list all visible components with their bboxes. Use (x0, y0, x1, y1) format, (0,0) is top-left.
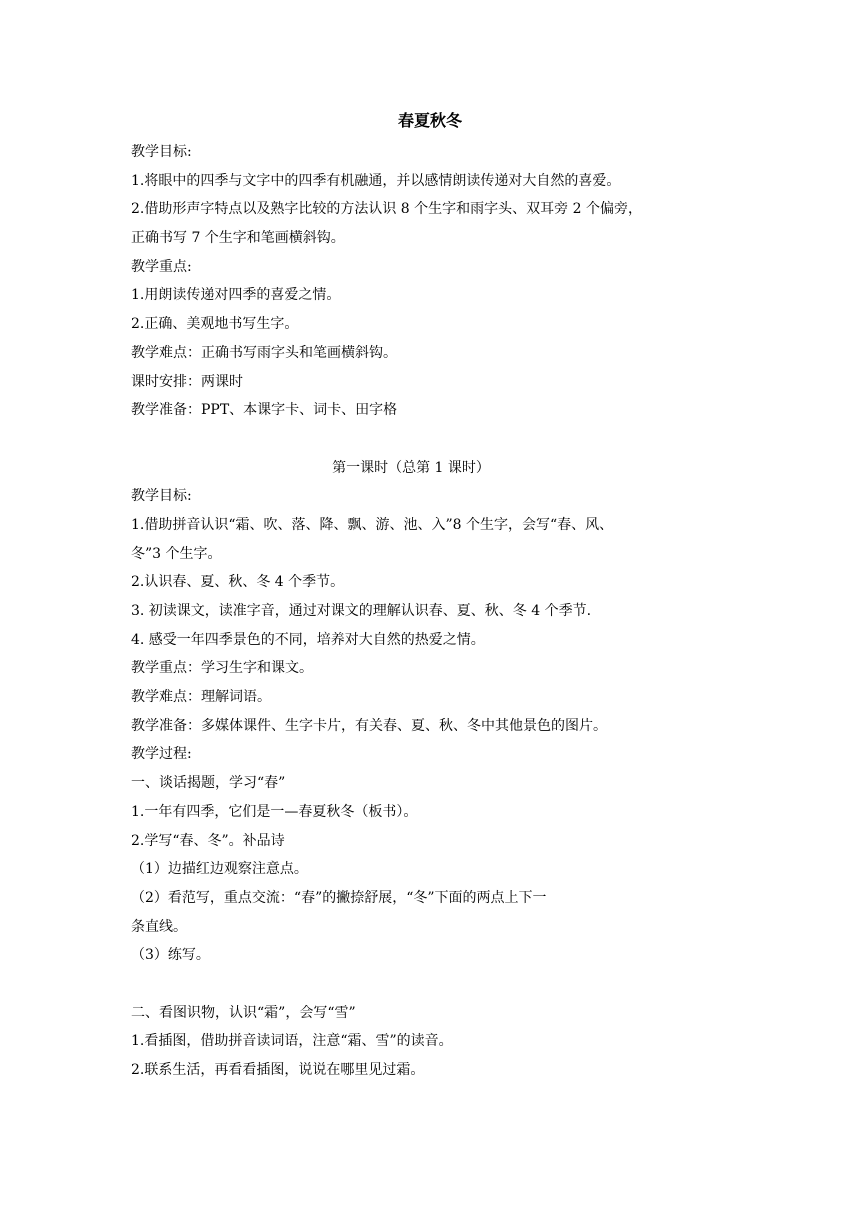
process-item: 2.学写“春、冬”。补品诗 (131, 832, 285, 849)
lesson-heading: 第一课时（总第 1 课时） (332, 459, 490, 476)
document-title: 春夏秋冬 (397, 111, 462, 130)
key-point-item: 2.正确、美观地书写生字。 (131, 316, 299, 333)
key-point-item: 1.用朗读传递对四季的喜爱之情。 (131, 287, 341, 304)
difficulty-line: 教学难点：理解词语。 (131, 689, 271, 706)
section-heading: 二、看图识物，认识“霜”，会写“雪” (131, 1004, 356, 1021)
process-item: 2.联系生活，再看看插图，说说在哪里见过霜。 (131, 1062, 425, 1078)
blank-line (131, 970, 691, 999)
objectives-heading: 教学目标: (131, 488, 192, 505)
objective-item: 2.借助形声字特点以及熟字比较的方法认识 8 个生字和雨字头、双耳旁 2 个偏旁， (131, 201, 642, 218)
key-points-heading: 教学重点: (131, 258, 192, 275)
process-heading: 教学过程: (131, 746, 192, 763)
document-body (131, 138, 691, 1085)
objective-item: 1.将眼中的四季与文字中的四季有机融通，并以感情朗读传递对大自然的喜爱。 (131, 172, 621, 189)
objective-item: 4. 感受一年四季景色的不同，培养对大自然的热爱之情。 (131, 631, 485, 648)
objectives-heading: 教学目标: (131, 144, 192, 160)
process-item: 1.看插图，借助拼音读词语，注意“霜、雪”的读音。 (131, 1033, 453, 1050)
process-subitem: （1）边描红边观察注意点。 (131, 861, 308, 878)
key-points-line: 教学重点：学习生字和课文。 (131, 660, 313, 677)
process-subitem-continued: 条直线。 (131, 918, 187, 935)
schedule-line: 课时安排：两课时 (131, 373, 243, 390)
section-heading: 一、谈话揭题，学习“春” (131, 775, 286, 792)
difficulty-line: 教学难点：正确书写雨字头和笔画横斜钩。 (131, 344, 397, 361)
objective-item-continued: 正确书写 7 个生字和笔画横斜钩。 (131, 230, 345, 247)
blank-line (131, 425, 691, 454)
objective-item: 1.借助拼音认识“霜、吹、落、降、飘、游、池、入”8 个生字，会写“春、风、 (131, 516, 614, 533)
process-subitem: （3）练写。 (131, 947, 210, 964)
preparation-line: 教学准备：多媒体课件、生字卡片，有关春、夏、秋、冬中其他景色的图片。 (131, 717, 607, 734)
objective-item: 3. 初读课文，读准字音，通过对课文的理解认识春、夏、秋、冬 4 个季节. (131, 603, 592, 619)
process-item: 1.一年有四季，它们是一—春夏秋冬（板书）。 (131, 803, 418, 820)
process-subitem: （2）看范写，重点交流：“春”的撇捺舒展，“冬”下面的两点上下一 (131, 889, 547, 906)
objective-item-continued: 冬”3 个生字。 (131, 545, 222, 562)
preparation-line: 教学准备：PPT、本课字卡、词卡、田字格 (131, 402, 398, 419)
objective-item: 2.认识春、夏、秋、冬 4 个季节。 (131, 574, 345, 591)
